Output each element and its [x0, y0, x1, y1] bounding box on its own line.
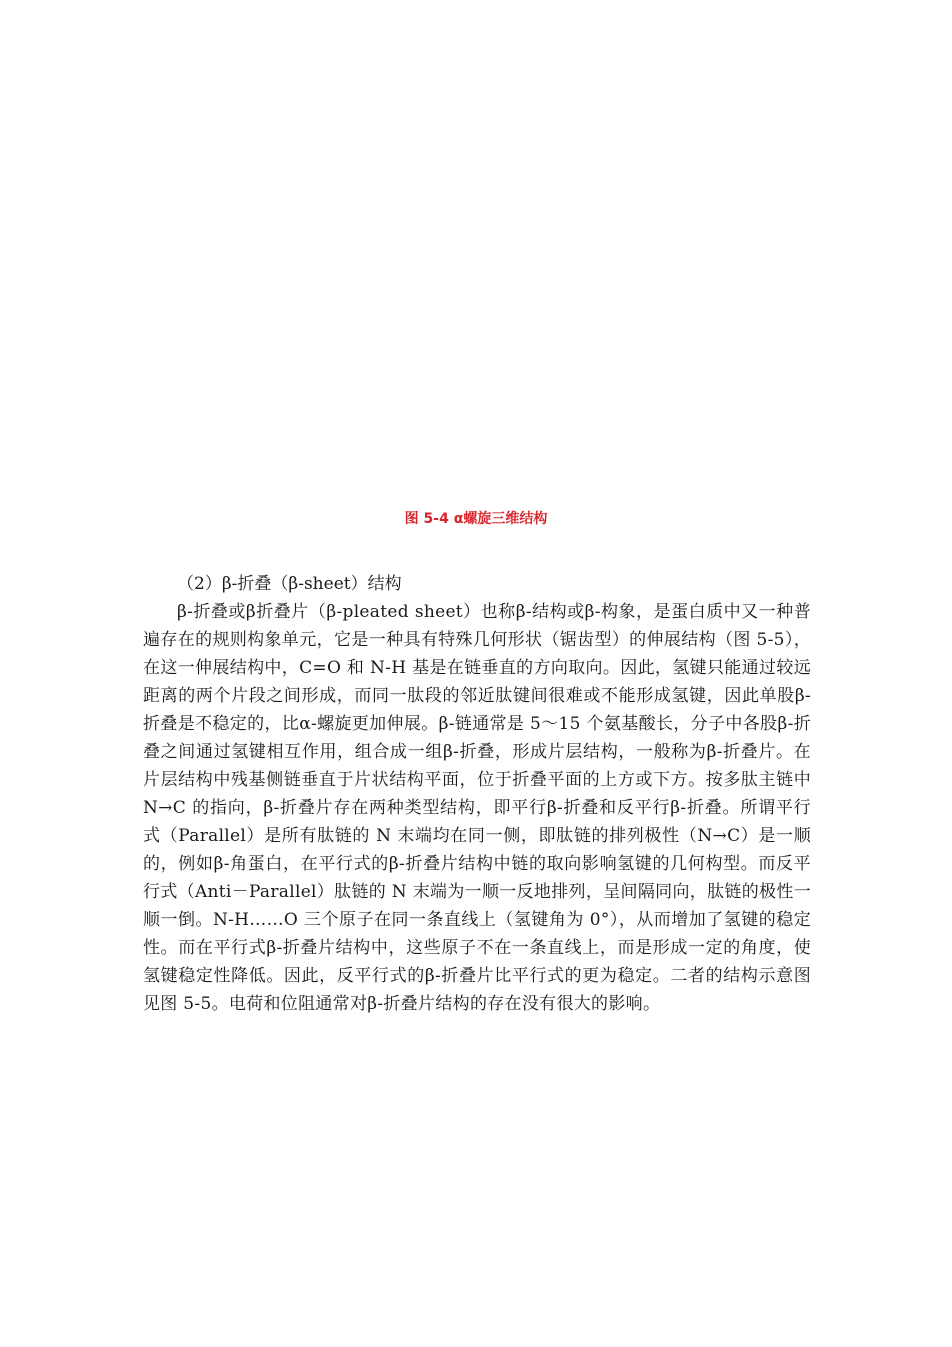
- figure-caption: 图 5-4 α螺旋三维结构: [404, 511, 548, 527]
- body-text: [143, 570, 811, 1018]
- body-paragraph: β-折叠或β折叠片（β-pleated sheet）也称β-结构或β-构象，是蛋白质中又一种普遍存在的规则构象单元，它是一种具有特殊几何形状（锯齿型）的伸展结构（图 5-5），在这一伸展结构中，C=O 和 N-H 基是在链垂直的方向取向。因此，氢键只能通过较远距离的两个片段之间形成，而同一肽段的邻近肽键间很难或不能形成氢键，因此单股β-折叠是不稳定的，比α-螺旋更加伸展。β-链通常是 5～15 个氨基酸长，分子中各股β-折叠之间通过氢键相互作用，组合成一组β-折叠，形成片层结构，一般称为β-折叠片。在片层结构中残基侧链垂直于片状结构平面，位于折叠平面的上方或下方。按多肽主链中 N→C 的指向，β-折叠片存在两种类型结构，即平行β-折叠和反平行β-折叠。所谓平行式（Parallel）是所有肽链的 N 末端均在同一侧，即肽链的排列极性（N→C）是一顺的，例如β-角蛋白，在平行式的β-折叠片结构中链的取向影响氢键的几何构型。而反平行式（Anti－Parallel）肽链的 N 末端为一顺一反地排列，呈间隔同向，肽链的极性一顺一倒。N-H……O 三个原子在同一条直线上（氢键角为 0°），从而增加了氢键的稳定性。而在平行式β-折叠片结构中，这些原子不在一条直线上，而是形成一定的角度，使氢键稳定性降低。因此，反平行式的β-折叠片比平行式的更为稳定。二者的结构示意图见图 5-5。电荷和位阻通常对β-折叠片结构的存在没有很大的影响。: [143, 602, 811, 1014]
- section-heading: （2）β-折叠（β-sheet）结构: [177, 574, 402, 594]
